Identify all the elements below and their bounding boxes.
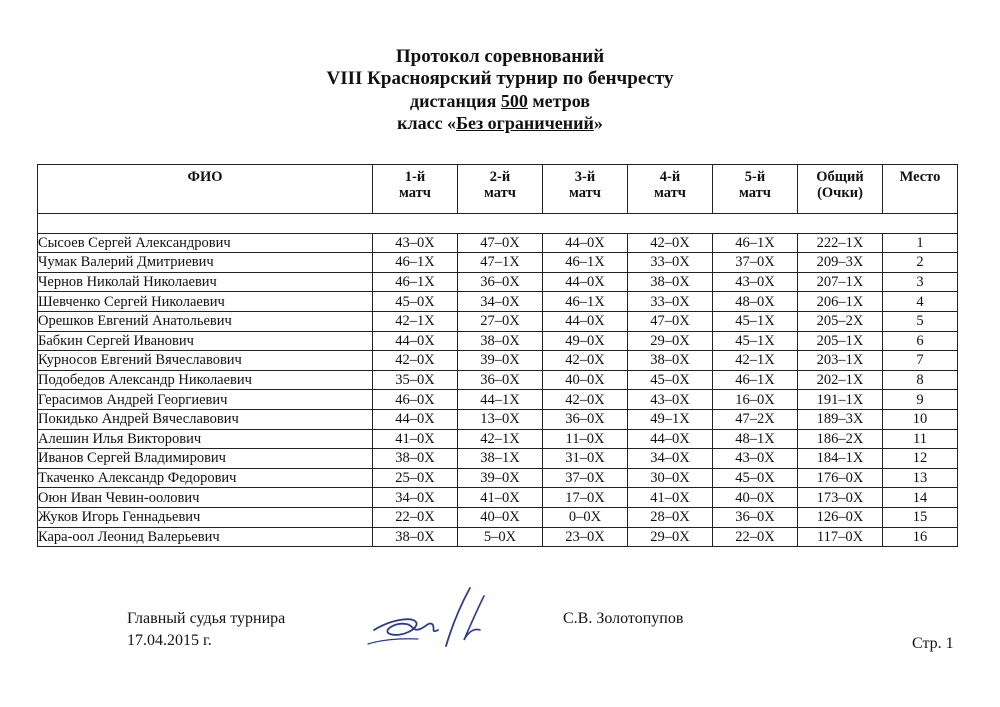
cell-place: 5 — [883, 311, 958, 331]
table-row — [38, 311, 958, 331]
cell-match-4: 29–0X — [628, 527, 713, 547]
table-row — [38, 507, 958, 527]
table-row — [38, 370, 958, 390]
cell-match-1: 44–0X — [373, 331, 458, 351]
page-number: Стр. 1 — [912, 635, 954, 652]
header-gap-row — [38, 214, 958, 234]
protocol-date: 17.04.2015 г. — [127, 632, 212, 649]
cell-match-1: 43–0X — [373, 233, 458, 253]
cell-name: Чернов Николай Николаевич — [38, 272, 373, 292]
distance-suffix: метров — [527, 91, 590, 111]
header-total-word: Общий — [816, 169, 864, 185]
cell-name: Герасимов Андрей Георгиевич — [38, 390, 373, 410]
cell-place: 16 — [883, 527, 958, 547]
cell-match-3: 37–0X — [543, 468, 628, 488]
distance-line — [200, 90, 800, 112]
header-match-5-num: 5-й — [744, 169, 766, 185]
signature-icon — [360, 582, 510, 662]
cell-match-5: 43–0X — [713, 272, 798, 292]
cell-total: 207–1X — [798, 272, 883, 292]
cell-match-5: 40–0X — [713, 488, 798, 508]
class-prefix: класс « — [397, 113, 457, 133]
cell-match-3: 46–1X — [543, 253, 628, 273]
header-match-2 — [458, 165, 543, 214]
class-line — [200, 112, 800, 134]
cell-match-3: 0–0X — [543, 507, 628, 527]
cell-place: 15 — [883, 507, 958, 527]
cell-place: 14 — [883, 488, 958, 508]
cell-match-3: 44–0X — [543, 311, 628, 331]
cell-match-1: 45–0X — [373, 292, 458, 312]
cell-name: Ткаченко Александр Федорович — [38, 468, 373, 488]
cell-match-2: 27–0X — [458, 311, 543, 331]
cell-place: 10 — [883, 409, 958, 429]
cell-match-3: 44–0X — [543, 272, 628, 292]
cell-match-4: 33–0X — [628, 292, 713, 312]
cell-place: 9 — [883, 390, 958, 410]
cell-total: 206–1X — [798, 292, 883, 312]
cell-name: Покидько Андрей Вячеславович — [38, 409, 373, 429]
cell-name: Бабкин Сергей Иванович — [38, 331, 373, 351]
table-row — [38, 468, 958, 488]
class-value: Без ограничений — [456, 113, 594, 133]
cell-match-2: 44–1X — [458, 390, 543, 410]
cell-name: Алешин Илья Викторович — [38, 429, 373, 449]
cell-total: 222–1X — [798, 233, 883, 253]
cell-match-2: 38–1X — [458, 449, 543, 469]
cell-match-3: 17–0X — [543, 488, 628, 508]
cell-match-1: 46–0X — [373, 390, 458, 410]
table-row — [38, 233, 958, 253]
cell-match-2: 13–0X — [458, 409, 543, 429]
header-match-4-num: 4-й — [659, 169, 681, 185]
cell-total: 205–2X — [798, 311, 883, 331]
distance-value: 500 — [500, 91, 528, 111]
cell-match-1: 46–1X — [373, 253, 458, 273]
cell-match-4: 43–0X — [628, 390, 713, 410]
table-row — [38, 409, 958, 429]
cell-total: 117–0X — [798, 527, 883, 547]
judge-name: С.В. Золотопупов — [563, 610, 684, 627]
cell-place: 6 — [883, 331, 958, 351]
cell-name: Кара-оол Леонид Валерьевич — [38, 527, 373, 547]
header-match-5 — [713, 165, 798, 214]
cell-total: 176–0X — [798, 468, 883, 488]
cell-match-3: 46–1X — [543, 292, 628, 312]
cell-match-4: 45–0X — [628, 370, 713, 390]
cell-match-2: 40–0X — [458, 507, 543, 527]
cell-match-1: 42–0X — [373, 351, 458, 371]
cell-match-4: 34–0X — [628, 449, 713, 469]
cell-match-5: 45–0X — [713, 468, 798, 488]
header-match-1-word: матч — [399, 185, 431, 201]
cell-match-4: 42–0X — [628, 233, 713, 253]
header-gap — [38, 214, 958, 234]
cell-match-5: 48–1X — [713, 429, 798, 449]
cell-match-1: 41–0X — [373, 429, 458, 449]
header-match-3-word: матч — [569, 185, 601, 201]
cell-place: 8 — [883, 370, 958, 390]
cell-match-1: 38–0X — [373, 449, 458, 469]
cell-match-1: 42–1X — [373, 311, 458, 331]
header-match-1-num: 1-й — [404, 169, 426, 185]
cell-match-4: 38–0X — [628, 351, 713, 371]
cell-match-3: 11–0X — [543, 429, 628, 449]
cell-match-5: 48–0X — [713, 292, 798, 312]
cell-match-2: 47–0X — [458, 233, 543, 253]
cell-match-3: 40–0X — [543, 370, 628, 390]
cell-name: Чумак Валерий Дмитриевич — [38, 253, 373, 273]
header-total — [798, 165, 883, 214]
cell-match-2: 41–0X — [458, 488, 543, 508]
table-row — [38, 331, 958, 351]
cell-name: Иванов Сергей Владимирович — [38, 449, 373, 469]
cell-match-1: 46–1X — [373, 272, 458, 292]
cell-match-5: 36–0X — [713, 507, 798, 527]
cell-match-5: 22–0X — [713, 527, 798, 547]
cell-match-1: 35–0X — [373, 370, 458, 390]
cell-match-5: 42–1X — [713, 351, 798, 371]
cell-match-5: 46–1X — [713, 233, 798, 253]
cell-match-2: 38–0X — [458, 331, 543, 351]
header-match-2-num: 2-й — [489, 169, 511, 185]
table-row — [38, 488, 958, 508]
table-row — [38, 351, 958, 371]
class-suffix: » — [593, 113, 603, 133]
cell-match-4: 38–0X — [628, 272, 713, 292]
cell-total: 189–3X — [798, 409, 883, 429]
cell-match-2: 34–0X — [458, 292, 543, 312]
header-place: Место — [883, 165, 958, 214]
header-match-4 — [628, 165, 713, 214]
cell-match-5: 45–1X — [713, 311, 798, 331]
cell-match-3: 44–0X — [543, 233, 628, 253]
cell-match-3: 42–0X — [543, 351, 628, 371]
cell-match-2: 39–0X — [458, 468, 543, 488]
cell-match-5: 45–1X — [713, 331, 798, 351]
cell-total: 209–3X — [798, 253, 883, 273]
title-line-2: VIII Красноярский турнир по бенчресту — [326, 68, 674, 89]
cell-name: Шевченко Сергей Николаевич — [38, 292, 373, 312]
cell-match-5: 46–1X — [713, 370, 798, 390]
results-body — [38, 233, 958, 547]
cell-match-3: 36–0X — [543, 409, 628, 429]
cell-total: 186–2X — [798, 429, 883, 449]
header-match-3 — [543, 165, 628, 214]
header-match-3-num: 3-й — [574, 169, 596, 185]
cell-match-2: 42–1X — [458, 429, 543, 449]
cell-match-3: 23–0X — [543, 527, 628, 547]
cell-match-1: 34–0X — [373, 488, 458, 508]
table-row — [38, 429, 958, 449]
cell-place: 4 — [883, 292, 958, 312]
cell-name: Курносов Евгений Вячеславович — [38, 351, 373, 371]
cell-match-3: 49–0X — [543, 331, 628, 351]
cell-name: Оюн Иван Чевин-оолович — [38, 488, 373, 508]
cell-name: Жуков Игорь Геннадьевич — [38, 507, 373, 527]
header-match-2-word: матч — [484, 185, 516, 201]
results-table — [37, 164, 958, 547]
header-match-5-word: матч — [739, 185, 771, 201]
cell-place: 7 — [883, 351, 958, 371]
cell-match-1: 38–0X — [373, 527, 458, 547]
cell-match-4: 28–0X — [628, 507, 713, 527]
header-match-1 — [373, 165, 458, 214]
cell-place: 12 — [883, 449, 958, 469]
cell-match-4: 29–0X — [628, 331, 713, 351]
cell-name: Сысоев Сергей Александрович — [38, 233, 373, 253]
cell-match-5: 37–0X — [713, 253, 798, 273]
cell-name: Орешков Евгений Анатольевич — [38, 311, 373, 331]
cell-match-3: 31–0X — [543, 449, 628, 469]
cell-total: 184–1X — [798, 449, 883, 469]
cell-total: 202–1X — [798, 370, 883, 390]
distance-prefix: дистанция — [410, 91, 501, 111]
cell-match-1: 22–0X — [373, 507, 458, 527]
cell-match-5: 47–2X — [713, 409, 798, 429]
cell-match-4: 47–0X — [628, 311, 713, 331]
cell-match-2: 47–1X — [458, 253, 543, 273]
title-line-1: Протокол соревнований — [395, 46, 605, 67]
cell-match-4: 33–0X — [628, 253, 713, 273]
table-row — [38, 449, 958, 469]
title-block — [200, 46, 800, 134]
cell-total: 205–1X — [798, 331, 883, 351]
cell-place: 11 — [883, 429, 958, 449]
cell-match-5: 16–0X — [713, 390, 798, 410]
cell-match-2: 39–0X — [458, 351, 543, 371]
table-row — [38, 390, 958, 410]
cell-match-3: 42–0X — [543, 390, 628, 410]
cell-match-4: 41–0X — [628, 488, 713, 508]
cell-match-2: 5–0X — [458, 527, 543, 547]
cell-place: 2 — [883, 253, 958, 273]
cell-match-5: 43–0X — [713, 449, 798, 469]
cell-match-2: 36–0X — [458, 272, 543, 292]
cell-place: 1 — [883, 233, 958, 253]
cell-match-4: 49–1X — [628, 409, 713, 429]
header-total-points: (Очки) — [817, 185, 863, 201]
cell-match-2: 36–0X — [458, 370, 543, 390]
cell-match-1: 25–0X — [373, 468, 458, 488]
header-match-4-word: матч — [654, 185, 686, 201]
cell-match-1: 44–0X — [373, 409, 458, 429]
table-row — [38, 253, 958, 273]
cell-total: 191–1X — [798, 390, 883, 410]
header-row — [38, 165, 958, 214]
cell-name: Подобедов Александр Николаевич — [38, 370, 373, 390]
cell-place: 13 — [883, 468, 958, 488]
cell-place: 3 — [883, 272, 958, 292]
cell-match-4: 30–0X — [628, 468, 713, 488]
cell-match-4: 44–0X — [628, 429, 713, 449]
cell-total: 173–0X — [798, 488, 883, 508]
judge-label: Главный судья турнира — [127, 610, 286, 627]
header-fio: ФИО — [38, 165, 373, 214]
table-row — [38, 272, 958, 292]
table-row — [38, 292, 958, 312]
table-row — [38, 527, 958, 547]
cell-total: 126–0X — [798, 507, 883, 527]
cell-total: 203–1X — [798, 351, 883, 371]
